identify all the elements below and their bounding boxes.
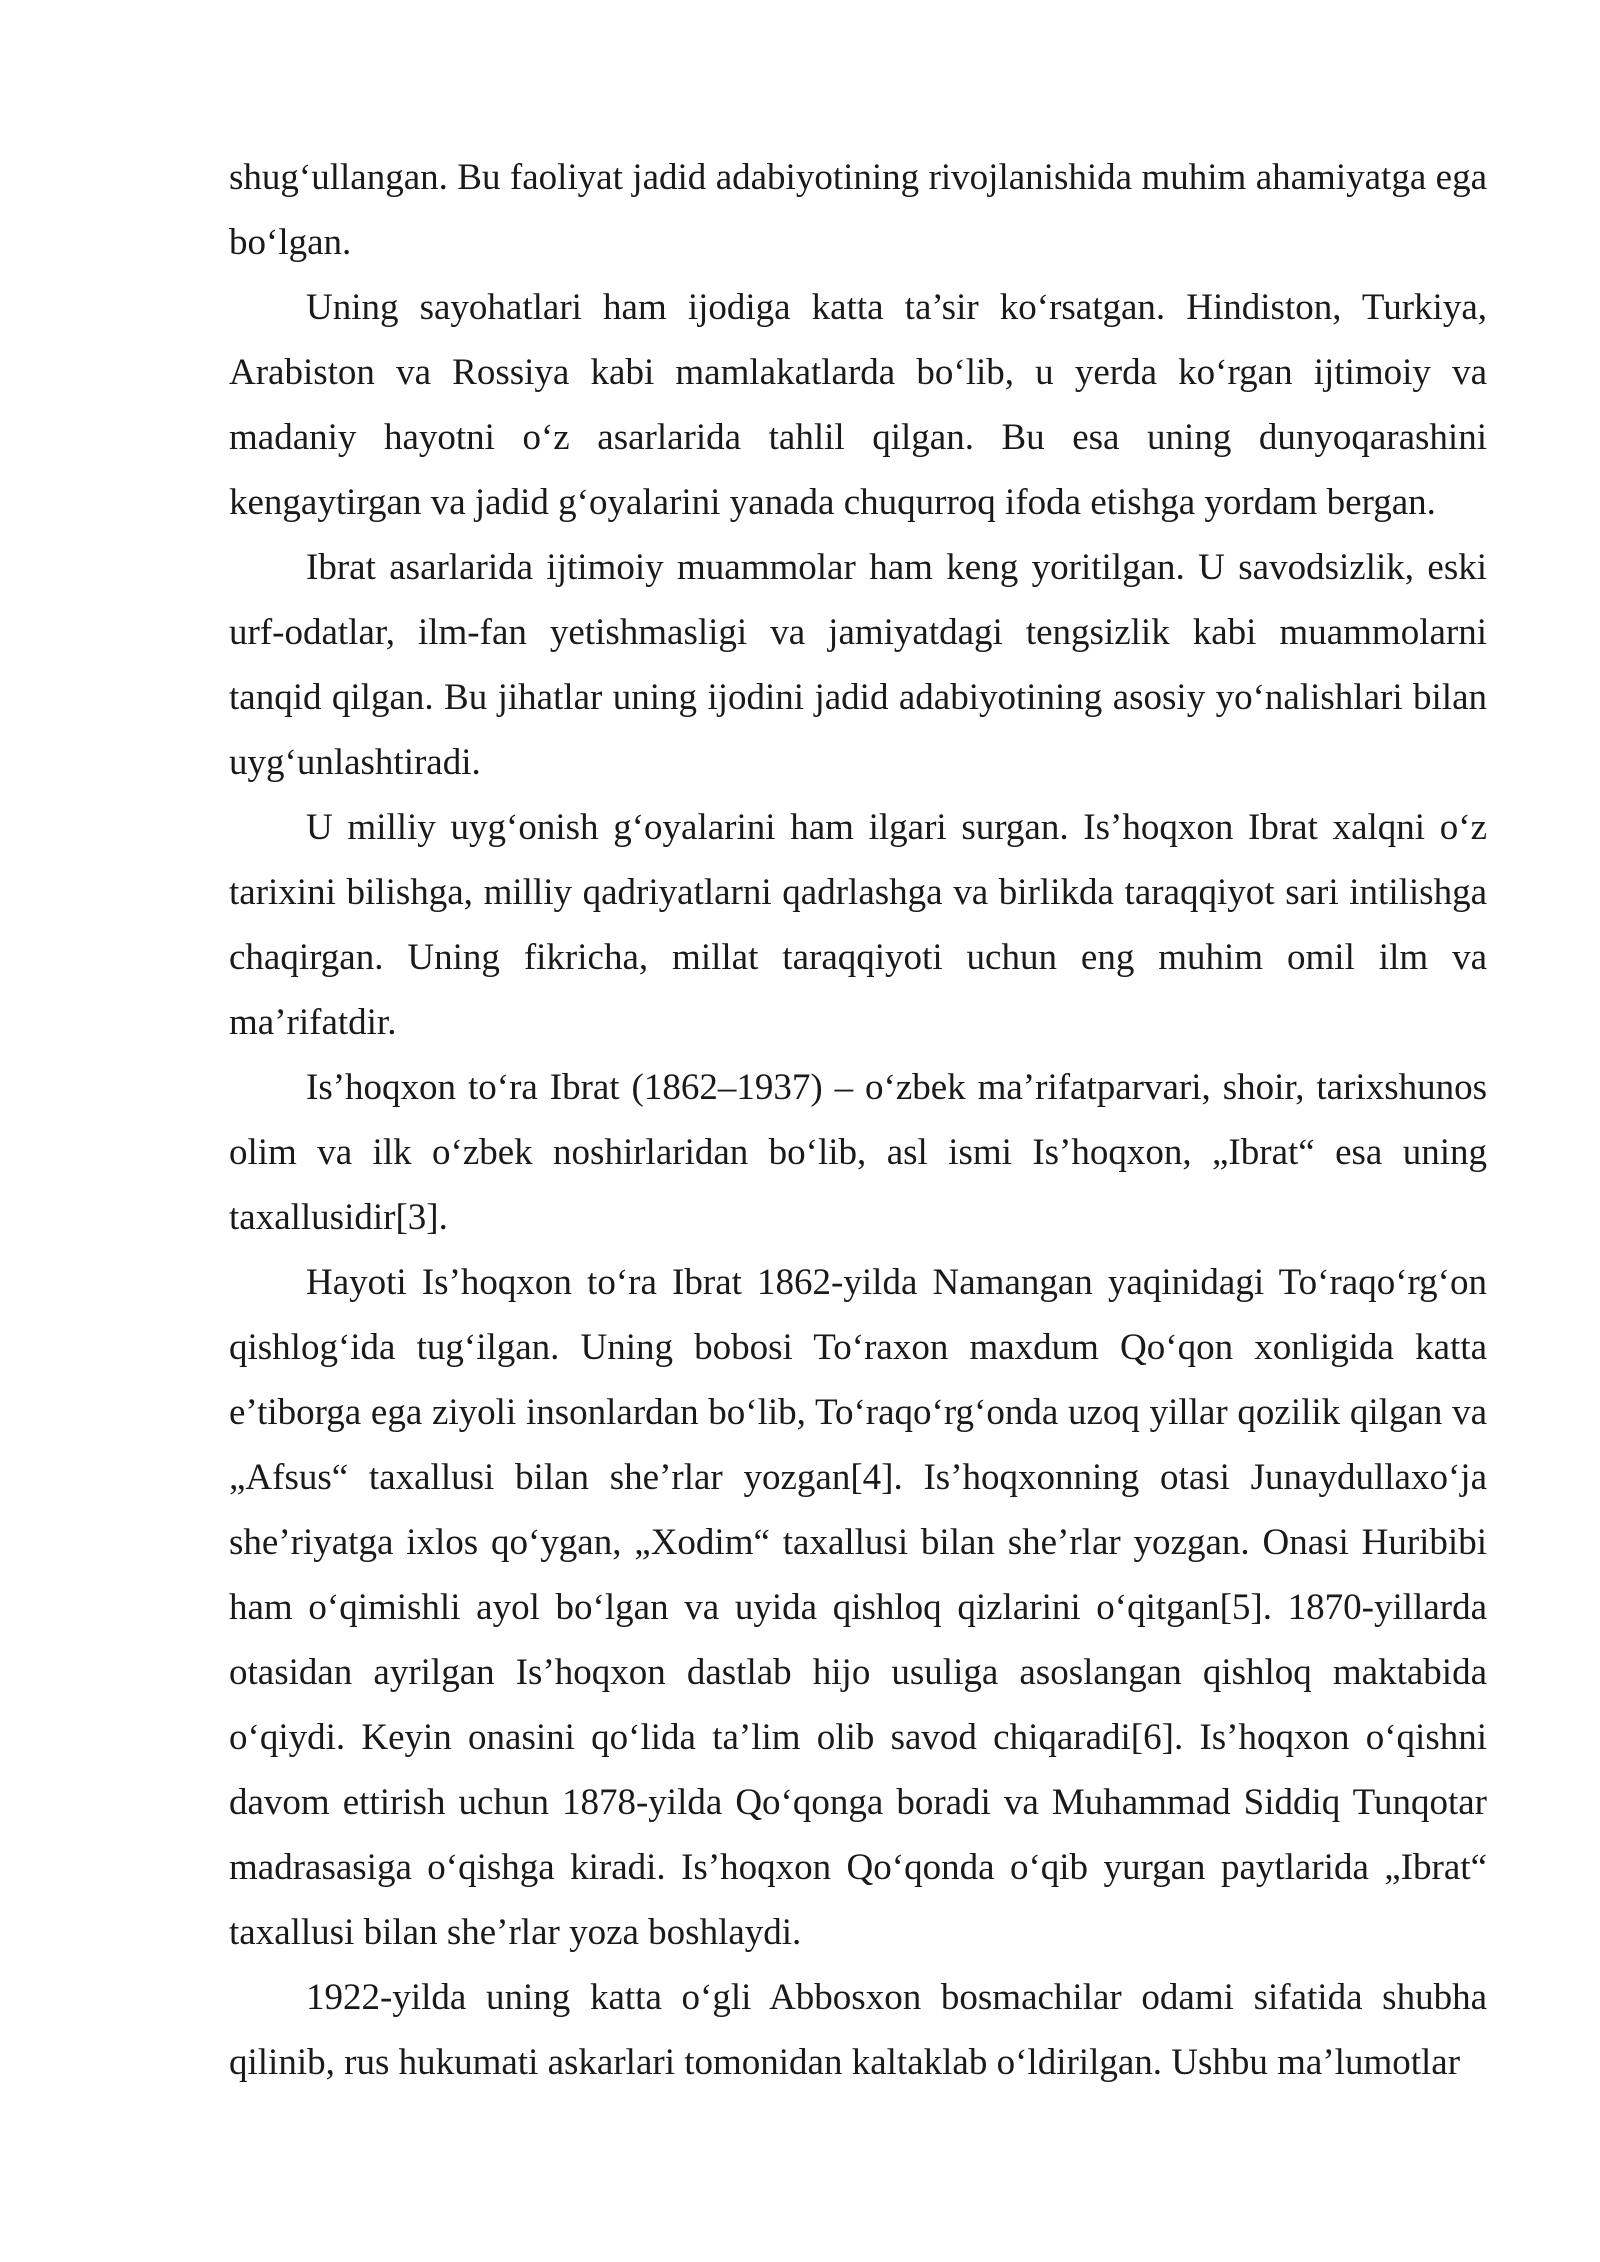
document-page (229, 145, 1487, 2095)
paragraph-social-problems: Ibrat asarlarida ijtimoiy muammolar ham keng yoritilgan. U savodsizlik, eski urf-odatlar, ilm-fan yetishmasligi va jamiyatdagi tengsizlik kabi muammolarni tanqid qilgan. Bu jihatlar uning ijodini jadid adabiyotining asosiy yo‘nalishlari bilan uyg‘unlashtiradi. (229, 547, 1487, 783)
paragraph-continued: shug‘ullangan. Bu faoliyat jadid adabiyotining rivojlanishida muhim ahamiyatga ega bo‘lgan. (229, 157, 1487, 263)
paragraph-1922: 1922-yilda uning katta o‘gli Abbosxon bosmachilar odami sifatida shubha qilinib, rus hukumati askarlari tomonidan kaltaklab o‘ldirilgan. Ushbu ma’lumotlar (229, 1977, 1487, 2083)
paragraph-biography-intro: Is’hoqxon to‘ra Ibrat (1862–1937) – o‘zbek ma’rifatparvari, shoir, tarixshunos olim va ilk o‘zbek noshirlaridan bo‘lib, asl ismi Is’hoqxon, „Ibrat“ esa uning taxallusidir[3]. (229, 1067, 1487, 1238)
paragraph-national-awakening: U milliy uyg‘onish g‘oyalarini ham ilgari surgan. Is’hoqxon Ibrat xalqni o‘z tarixini bilishga, milliy qadriyatlarni qadrlashga va birlikda taraqqiyot sari intilishga chaqirgan. Uning fikricha, millat taraqqiyoti uchun eng muhim omil ilm va ma’rifatdir. (229, 807, 1487, 1043)
paragraph-life: Hayoti Is’hoqxon to‘ra Ibrat 1862-yilda Namangan yaqinidagi To‘raqo‘rg‘on qishlog‘ida tug‘ilgan. Uning bobosi To‘raxon maxdum Qo‘qon xonligida katta e’tiborga ega ziyoli insonlardan bo‘lib, To‘raqo‘rg‘onda uzoq yillar qozilik qilgan va „Afsus“ taxallusi bilan she’rlar yozgan[4]. Is’hoqxonning otasi Junaydullaxo‘ja she’riyatga ixlos qo‘ygan, „Xodim“ taxallusi bilan she’rlar yozgan. Onasi Huribibi ham o‘qimishli ayol bo‘lgan va uyida qishloq qizlarini o‘qitgan[5]. 1870-yillarda otasidan ayrilgan Is’hoqxon dastlab hijo usuliga asoslangan qishloq maktabida o‘qiydi. Keyin onasini qo‘lida ta’lim olib savod chiqaradi[6]. Is’hoqxon o‘qishni davom ettirish uchun 1878-yilda Qo‘qonga boradi va Muhammad Siddiq Tunqotar madrasasiga o‘qishga kiradi. Is’hoqxon Qo‘qonda o‘qib yurgan paytlarida „Ibrat“ taxallusi bilan she’rlar yoza boshlaydi. (229, 1262, 1487, 1953)
paragraph-travels: Uning sayohatlari ham ijodiga katta ta’sir ko‘rsatgan. Hindiston, Turkiya, Arabiston va Rossiya kabi mamlakatlarda bo‘lib, u yerda ko‘rgan ijtimoiy va madaniy hayotni o‘z asarlarida tahlil qilgan. Bu esa uning dunyoqarashini kengaytirgan va jadid g‘oyalarini yanada chuqurroq ifoda etishga yordam bergan. (229, 287, 1487, 523)
